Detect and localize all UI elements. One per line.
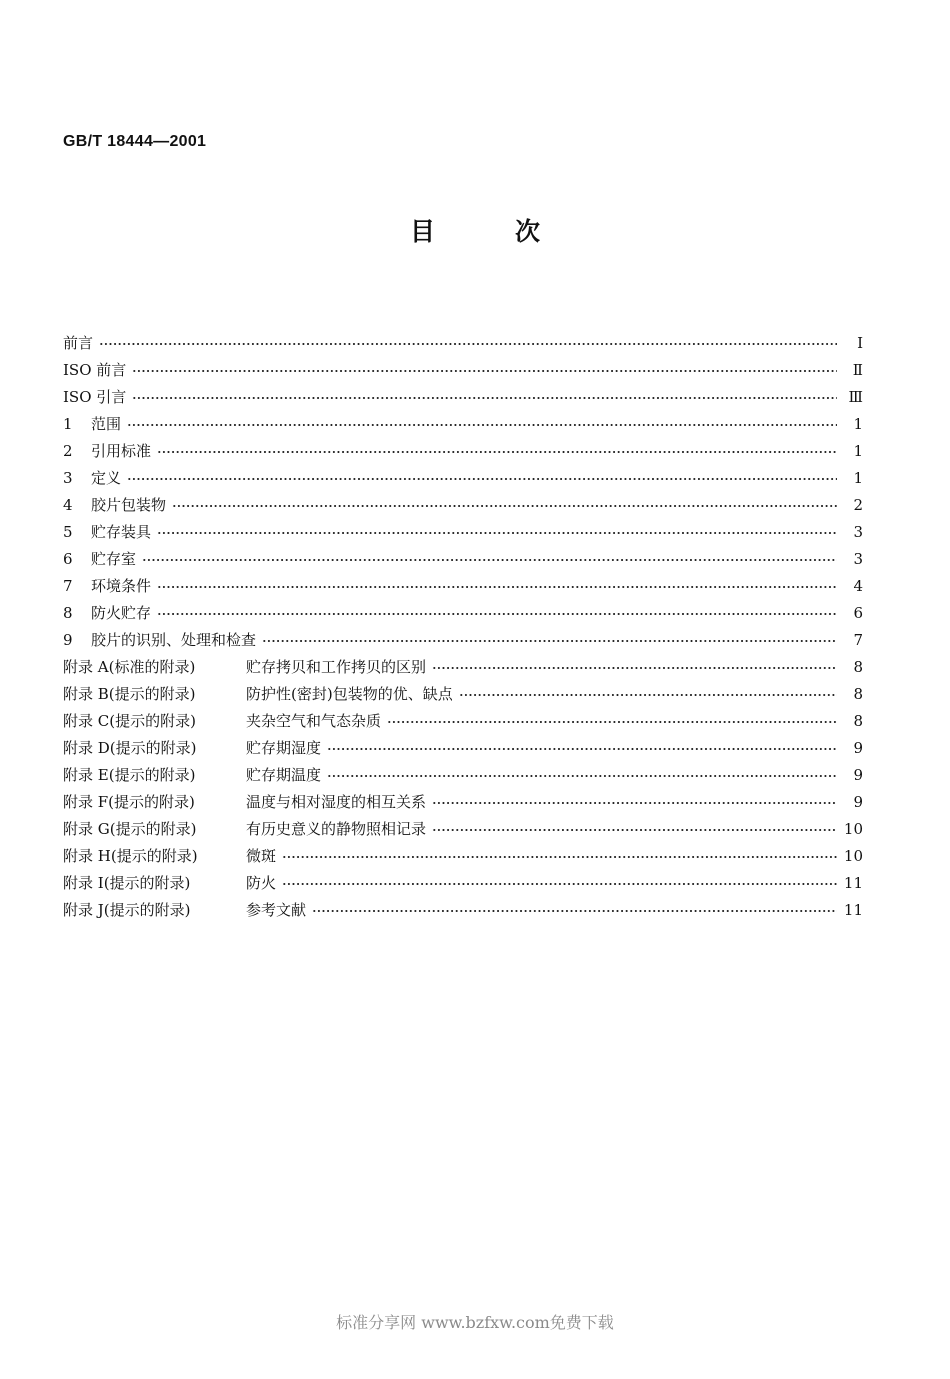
toc-entry-label: 胶片包装物 — [91, 496, 167, 514]
toc-entry-number: 9 — [63, 631, 73, 649]
toc-entry-page: 11 — [843, 901, 863, 919]
toc-entry-page: 8 — [853, 658, 863, 676]
toc-entry-number: 5 — [63, 523, 73, 541]
toc-entry-label: 参考文献 — [246, 901, 307, 919]
toc-entry-page: I — [857, 334, 863, 352]
toc-entry-number: 1 — [63, 415, 73, 433]
toc-entry-annex-prefix: 附录 D(提示的附录) — [63, 739, 197, 757]
toc-entry-annex-prefix: 附录 H(提示的附录) — [63, 847, 198, 865]
toc-entry-label: 范围 — [91, 415, 122, 433]
toc-entry-page: 2 — [853, 496, 863, 514]
toc-entry-label: 贮存期湿度 — [246, 739, 322, 757]
dot-leader — [157, 611, 837, 617]
toc-entry[interactable] — [63, 543, 863, 570]
footer-watermark: 标准分享网 www.bzfxw.com免费下载 — [336, 1313, 614, 1332]
toc-entry-page: 1 — [853, 415, 863, 433]
toc-entry-page: 8 — [853, 685, 863, 703]
toc-entry[interactable] — [63, 462, 863, 489]
title-char: 目 — [409, 217, 435, 246]
dot-leader — [432, 665, 837, 671]
dot-leader — [127, 476, 837, 482]
toc-entry-annex-prefix: 附录 E(提示的附录) — [63, 766, 196, 784]
dot-leader — [432, 827, 837, 833]
toc-entry-page: Ⅲ — [848, 388, 863, 406]
dot-leader — [99, 341, 837, 347]
dot-leader — [132, 395, 837, 401]
dot-leader — [157, 584, 837, 590]
toc-entry-label: 防火贮存 — [91, 604, 152, 622]
toc-entry-number: 3 — [63, 469, 73, 487]
dot-leader — [282, 881, 837, 887]
toc-entry-label: 胶片的识别、处理和检查 — [91, 631, 257, 649]
dot-leader — [132, 368, 837, 374]
toc-entry[interactable] — [63, 867, 863, 894]
toc-entry-label: 定义 — [91, 469, 122, 487]
toc-entry-label: 引用标准 — [91, 442, 152, 460]
toc-entry[interactable] — [63, 570, 863, 597]
dot-leader — [127, 422, 837, 428]
toc-entry[interactable] — [63, 732, 863, 759]
toc-entry-number: 2 — [63, 442, 73, 460]
toc-entry-label: 贮存装具 — [91, 523, 152, 541]
toc-entry-label: ISO 引言 — [63, 388, 127, 406]
toc-entry-page: 1 — [853, 469, 863, 487]
dot-leader — [387, 719, 837, 725]
dot-leader — [327, 746, 837, 752]
toc-entry-number: 8 — [63, 604, 73, 622]
toc-entry-page: 9 — [853, 739, 863, 757]
toc-entry-annex-prefix: 附录 J(提示的附录) — [63, 901, 191, 919]
toc-entry-label: 贮存期温度 — [246, 766, 322, 784]
toc-entry[interactable] — [63, 624, 863, 651]
toc-entry-label: 贮存拷贝和工作拷贝的区别 — [246, 658, 427, 676]
dot-leader — [327, 773, 837, 779]
toc-entry-number: 6 — [63, 550, 73, 568]
toc-entry[interactable] — [63, 678, 863, 705]
toc-entry-page: 11 — [843, 874, 863, 892]
dot-leader — [459, 692, 837, 698]
toc-entry-label: 微斑 — [246, 847, 277, 865]
toc-entry-annex-prefix: 附录 B(提示的附录) — [63, 685, 196, 703]
toc-entry[interactable] — [63, 381, 863, 408]
toc-entry[interactable] — [63, 354, 863, 381]
toc-entry-label: 防火 — [246, 874, 277, 892]
toc-entry-annex-prefix: 附录 G(提示的附录) — [63, 820, 197, 838]
table-of-contents — [63, 327, 863, 921]
toc-entry[interactable] — [63, 813, 863, 840]
toc-entry-annex-prefix: 附录 C(提示的附录) — [63, 712, 196, 730]
toc-entry-page: 10 — [843, 847, 863, 865]
dot-leader — [157, 449, 837, 455]
toc-entry[interactable] — [63, 597, 863, 624]
toc-entry-page: 3 — [853, 550, 863, 568]
dot-leader — [172, 503, 837, 509]
toc-entry[interactable] — [63, 840, 863, 867]
toc-entry-annex-prefix: 附录 F(提示的附录) — [63, 793, 195, 811]
dot-leader — [157, 530, 837, 536]
toc-entry[interactable] — [63, 705, 863, 732]
toc-entry-annex-prefix: 附录 I(提示的附录) — [63, 874, 191, 892]
toc-entry-label: 温度与相对湿度的相互关系 — [246, 793, 427, 811]
toc-entry-label: 防护性(密封)包装物的优、缺点 — [246, 685, 453, 703]
toc-entry-page: 9 — [853, 766, 863, 784]
dot-leader — [312, 908, 837, 914]
toc-entry-page: 8 — [853, 712, 863, 730]
toc-entry[interactable] — [63, 327, 863, 354]
standard-number: GB/T 18444—2001 — [63, 133, 207, 150]
toc-entry-label: 前言 — [63, 334, 94, 352]
toc-entry-page: 1 — [853, 442, 863, 460]
dot-leader — [262, 638, 837, 644]
toc-entry-label: 夹杂空气和气态杂质 — [246, 712, 382, 730]
toc-entry-page: 7 — [853, 631, 863, 649]
toc-entry-label: 有历史意义的静物照相记录 — [246, 820, 427, 838]
toc-entry-label: ISO 前言 — [63, 361, 127, 379]
page-title — [0, 212, 950, 248]
title-char: 次 — [515, 217, 541, 246]
dot-leader — [282, 854, 837, 860]
toc-entry[interactable] — [63, 435, 863, 462]
dot-leader — [142, 557, 837, 563]
toc-entry[interactable] — [63, 516, 863, 543]
toc-entry[interactable] — [63, 786, 863, 813]
toc-entry-page: 9 — [853, 793, 863, 811]
toc-entry-label: 环境条件 — [91, 577, 152, 595]
toc-entry-page: 6 — [853, 604, 863, 622]
toc-entry[interactable] — [63, 894, 863, 921]
toc-entry-label: 贮存室 — [91, 550, 137, 568]
dot-leader — [432, 800, 837, 806]
toc-entry[interactable] — [63, 759, 863, 786]
toc-entry[interactable] — [63, 408, 863, 435]
toc-entry[interactable] — [63, 651, 863, 678]
toc-entry-annex-prefix: 附录 A(标准的附录) — [63, 658, 196, 676]
toc-entry-number: 4 — [63, 496, 73, 514]
toc-entry[interactable] — [63, 489, 863, 516]
toc-entry-page: 10 — [843, 820, 863, 838]
toc-entry-page: 3 — [853, 523, 863, 541]
toc-entry-number: 7 — [63, 577, 73, 595]
toc-entry-page: Ⅱ — [852, 361, 863, 379]
toc-entry-page: 4 — [853, 577, 863, 595]
